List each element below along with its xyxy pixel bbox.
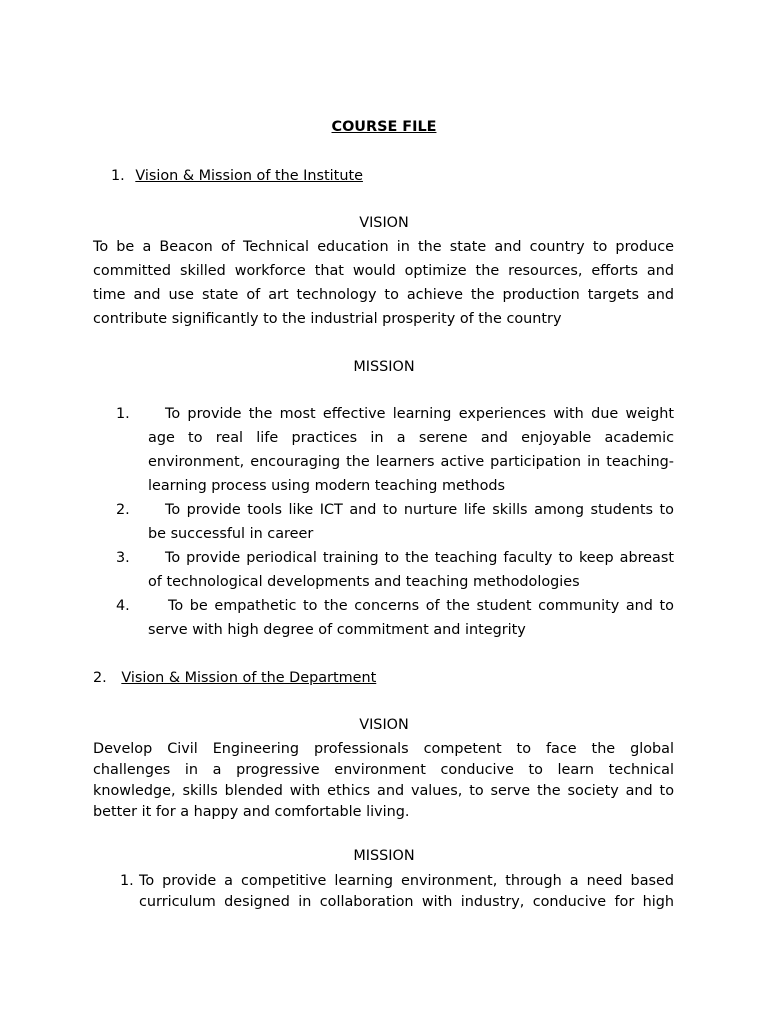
vision-line: knowledge, skills blended with ethics and values, to serve the society and to <box>93 783 674 799</box>
section-1-mission-list <box>0 406 768 646</box>
section-2-title: Vision & Mission of the Department <box>121 670 377 686</box>
list-item-line: age to real life practices in a serene and enjoyable academic <box>148 430 674 446</box>
section-1-vision-label: VISION <box>359 215 409 231</box>
list-item-number: 4. <box>116 598 130 614</box>
list-item-first-line: To provide the most effective learning experiences with due weight <box>165 406 674 422</box>
vision-line: committed skilled workforce that would optimize the resources, efforts and <box>93 263 674 279</box>
list-item <box>0 598 768 646</box>
list-item-number: 2. <box>116 502 130 518</box>
list-item-first-line: To provide periodical training to the teaching faculty to keep abreast <box>165 550 674 566</box>
list-item-line: be successful in career <box>148 526 314 542</box>
section-1-mission-label: MISSION <box>353 359 415 375</box>
list-item-first-line: To provide a competitive learning environment, through a need based <box>139 873 674 889</box>
vision-line: challenges in a progressive environment conducive to learn technical <box>93 762 674 778</box>
list-item-line: curriculum designed in collaboration with industry, conducive for high <box>139 894 674 910</box>
vision-line: better it for a happy and comfortable living. <box>93 804 410 820</box>
section-2-vision-text <box>93 741 674 825</box>
list-item <box>0 550 768 598</box>
list-item-number: 3. <box>116 550 130 566</box>
vision-line: time and use state of art technology to achieve the production targets and <box>93 287 674 303</box>
list-item-number: 1. <box>116 406 130 422</box>
section-2-heading <box>93 670 376 686</box>
list-item-first-line: To be empathetic to the concerns of the student community and to <box>168 598 674 614</box>
list-item-first-line: To provide tools like ICT and to nurture life skills among students to <box>165 502 674 518</box>
vision-line: To be a Beacon of Technical education in the state and country to produce <box>93 239 674 255</box>
list-item-line: of technological developments and teaching methodologies <box>148 574 580 590</box>
section-1-vision-text <box>93 239 674 335</box>
list-item <box>0 406 768 502</box>
list-item-line: serve with high degree of commitment and integrity <box>148 622 526 638</box>
section-1-number: 1. <box>111 168 125 184</box>
list-item <box>0 502 768 550</box>
section-1-title: Vision & Mission of the Institute <box>135 168 363 184</box>
section-2-number: 2. <box>93 670 107 686</box>
list-item-number: 1. <box>120 873 134 889</box>
section-1-heading <box>111 168 363 184</box>
section-2-mission-list <box>0 873 768 921</box>
list-item <box>0 873 768 921</box>
vision-line: contribute significantly to the industrial prosperity of the country <box>93 311 562 327</box>
section-2-vision-label: VISION <box>359 717 409 733</box>
list-item-line: learning process using modern teaching methods <box>148 478 506 494</box>
section-2-mission-label: MISSION <box>353 848 415 864</box>
list-item-line: environment, encouraging the learners active participation in teaching- <box>148 454 674 470</box>
vision-line: Develop Civil Engineering professionals competent to face the global <box>93 741 674 757</box>
page-title: COURSE FILE <box>331 119 437 135</box>
